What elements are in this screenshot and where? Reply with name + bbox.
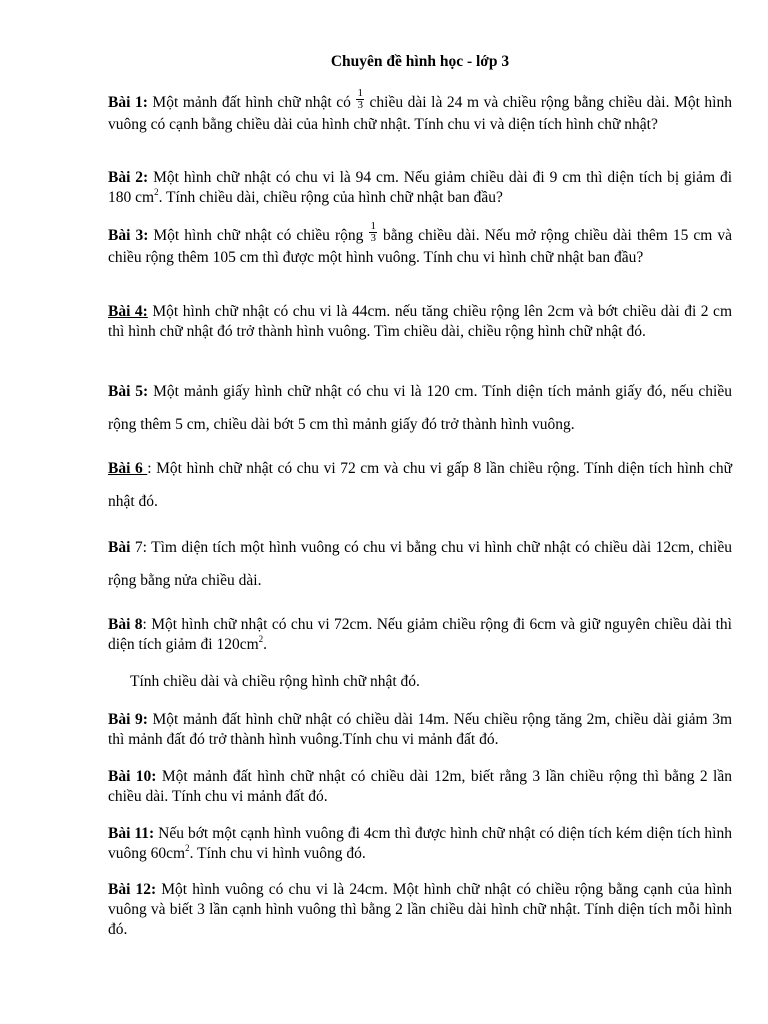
- exercise-1-label: Bài 1:: [108, 94, 148, 112]
- exercise-8-label: Bài 8: [108, 616, 143, 633]
- exercise-4: [108, 302, 732, 342]
- exercise-1-text-b: chiều dài là 24 m và chiều rộng bằng chiều dài. Một hình vuông có cạnh bằng chiều dài của hình chữ nhật. Tính chu vi và diện tích hình chữ nhật?: [108, 94, 732, 133]
- exercise-5-text: Một mảnh giấy hình chữ nhật có chu vi là 120 cm. Tính diện tích mảnh giấy đó, nếu chiều rộng thêm 5 cm, chiều dài bớt 5 cm thì mảnh giấy đó trở thành hình vuông.: [108, 383, 732, 433]
- exercise-8-superscript: 2: [258, 633, 264, 644]
- exercise-8-question: Tính chiều dài và chiều rộng hình chữ nhật đó.: [130, 673, 420, 690]
- exercise-9-label: Bài 9:: [108, 711, 148, 728]
- exercise-11-text-a: Nếu bớt một cạnh hình vuông đi 4cm thì được hình chữ nhật có diện tích kém diện tích hình vuông 60cm: [108, 825, 732, 862]
- exercise-2-label: Bài 2:: [108, 169, 149, 186]
- exercise-2-text-a: Một hình chữ nhật có chu vi là 94 cm. Nếu giảm chiều dài đi 9 cm thì diện tích bị giảm đi 180 cm: [108, 169, 732, 206]
- exercise-8-text-a: : Một hình chữ nhật có chu vi 72cm. Nếu giảm chiều rộng đi 6cm và giữ nguyên chiều dài thì diện tích giảm đi 120cm: [108, 616, 732, 653]
- exercise-2-text-b: . Tính chiều dài, chiều rộng của hình chữ nhật ban đầu?: [158, 189, 503, 206]
- exercise-6: [108, 452, 732, 518]
- fraction-numerator: 1: [370, 220, 376, 232]
- exercise-7-label: Bài: [108, 539, 131, 556]
- exercise-10-text: Một mảnh đất hình chữ nhật có chiều dài 12m, biết rằng 3 lần chiều rộng thì bằng 2 lần chiều dài. Tính chu vi mảnh đất đó.: [108, 768, 732, 805]
- exercise-1-text-a: Một mảnh đất hình chữ nhật có: [147, 94, 356, 112]
- exercise-11-superscript: 2: [185, 842, 190, 853]
- exercise-2: [108, 168, 732, 208]
- exercise-11-label: Bài 11:: [108, 825, 155, 842]
- exercise-7: [108, 531, 732, 597]
- exercise-10-label: Bài 10:: [108, 768, 157, 785]
- exercise-6-text: : Một hình chữ nhật có chu vi 72 cm và chu vi gấp 8 lần chiều rộng. Tính diện tích hình chữ nhật đó.: [108, 460, 732, 510]
- exercise-12-label: Bài 12:: [108, 881, 157, 898]
- exercise-4-label: Bài 4:: [108, 303, 148, 320]
- exercise-11-text-b: . Tính chu vi hình vuông đó.: [189, 845, 366, 862]
- fraction-one-third: [369, 221, 377, 244]
- exercise-8: [108, 615, 732, 655]
- exercise-1: [108, 87, 732, 135]
- exercise-11: [108, 824, 732, 864]
- exercise-4-text: Một hình chữ nhật có chu vi là 44cm. nếu tăng chiều rộng lên 2cm và bớt chiều dài đi 2 cm thì hình chữ nhật đó trở thành hình vuông. Tìm chiều dài, chiều rộng hình chữ nhật đó.: [108, 303, 732, 340]
- exercise-6-label: Bài 6: [108, 460, 148, 477]
- fraction-denominator: 3: [370, 232, 376, 244]
- exercise-5-label: Bài 5:: [108, 383, 149, 400]
- exercise-3-text-a: Một hình chữ nhật có chiều rộng: [148, 227, 369, 245]
- fraction-numerator: 1: [357, 87, 363, 99]
- page-title: Chuyên đề hình học - lớp 3: [330, 53, 510, 70]
- exercise-9: [108, 710, 732, 750]
- exercise-3-text-b: bằng chiều dài. Nếu mở rộng chiều dài thêm 15 cm và chiều rộng thêm 105 cm thì được một hình vuông. Tính chu vi hình chữ nhật ban đầu?: [108, 227, 733, 266]
- exercise-3-label: Bài 3:: [108, 227, 149, 245]
- exercise-3: [108, 220, 733, 268]
- fraction-denominator: 3: [357, 99, 363, 111]
- exercise-12-text: Một hình vuông có chu vi là 24cm. Một hình chữ nhật có chiều rộng bằng cạnh của hình vuông và biết 3 lần cạnh hình vuông thì bằng 2 lần chiều dài hình chữ nhật. Tính diện tích mỗi hình đó.: [108, 881, 732, 938]
- exercise-9-text: Một mảnh đất hình chữ nhật có chiều dài 14m. Nếu chiều rộng tăng 2m, chiều dài giảm 3m thì mảnh đất đó trở thành hình vuông.Tính chu vi mảnh đất đó.: [108, 711, 732, 748]
- exercise-12: [108, 880, 732, 940]
- exercise-8-text-b: .: [263, 636, 268, 653]
- exercise-2-superscript: 2: [154, 186, 159, 197]
- exercise-7-text: 7: Tìm diện tích một hình vuông có chu vi bằng chu vi hình chữ nhật có chiều dài 12cm, chiều rộng bằng nửa chiều dài.: [108, 539, 732, 589]
- exercise-10: [108, 767, 732, 807]
- exercise-5: [108, 375, 732, 441]
- fraction-one-third: [356, 88, 364, 111]
